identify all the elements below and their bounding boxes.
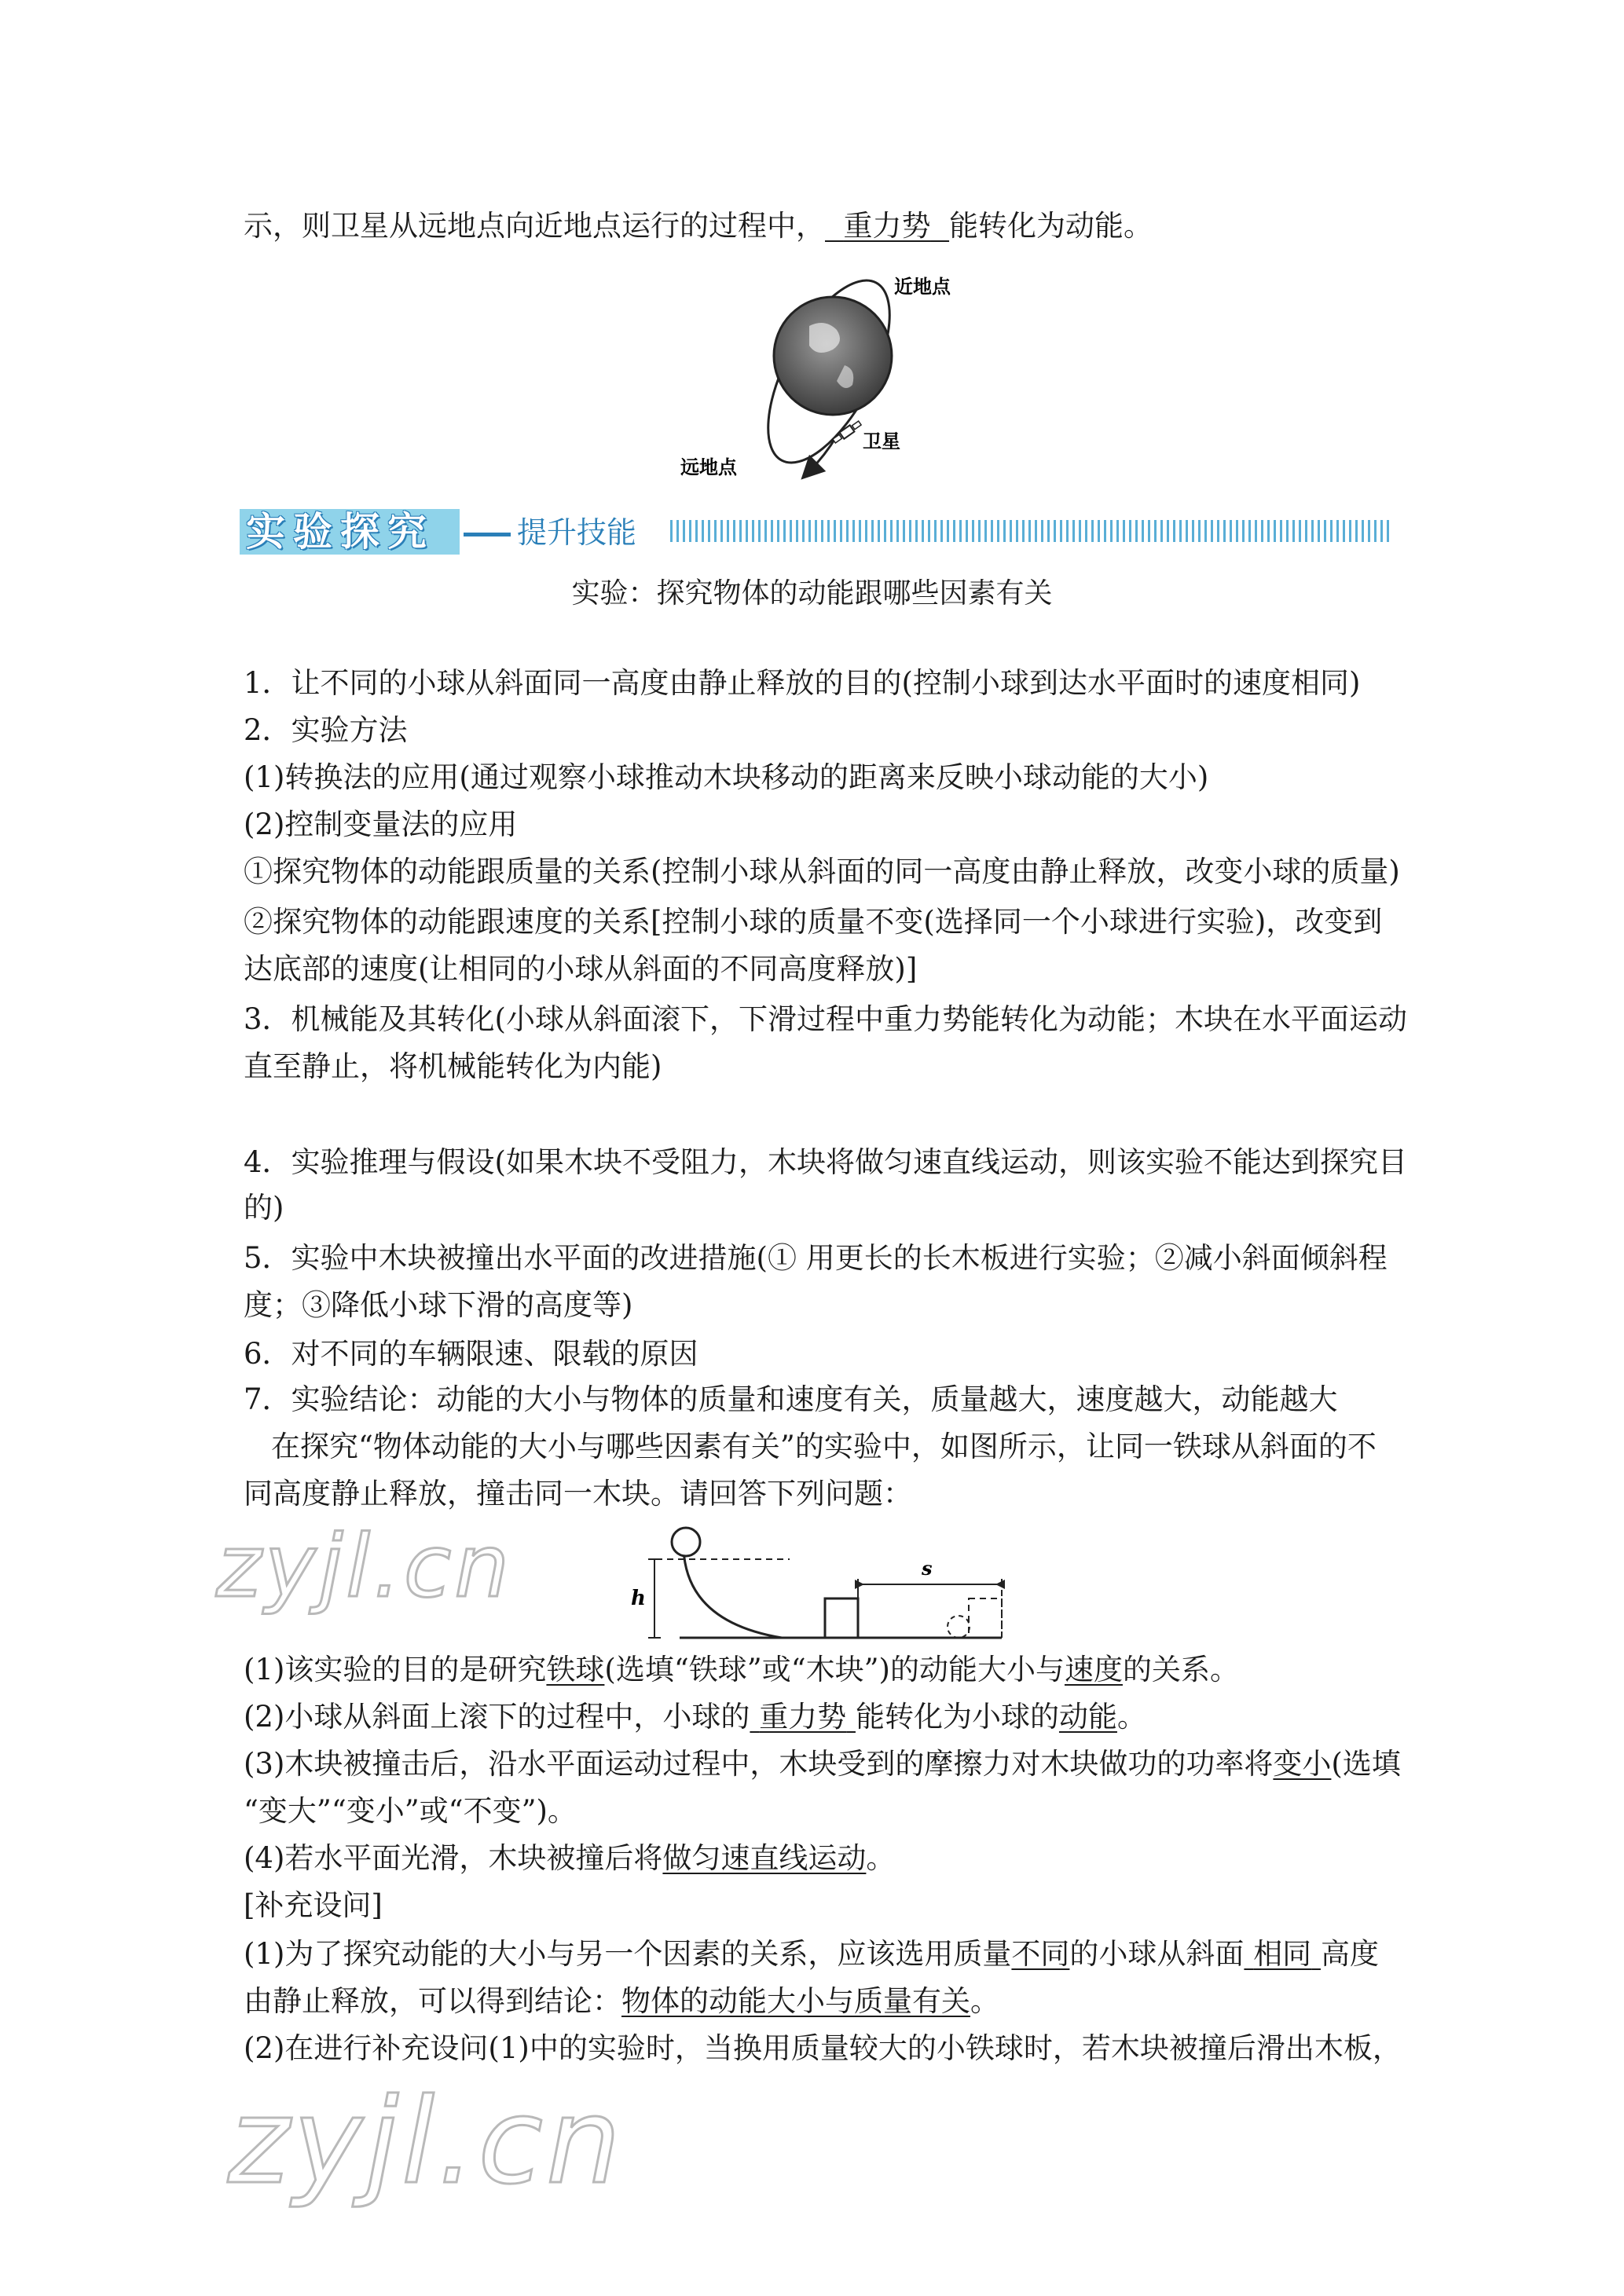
answer-blank: 相同 [1253,1937,1312,1971]
perigee-label: 近地点 [894,275,951,298]
item-line: (2)控制变量法的应用 [244,807,518,841]
top-sentence-pre: 示，则卫星从远地点向近地点运行的过程中， [244,209,825,243]
top-sentence [244,206,1153,247]
watermark: zyjl.cn [216,1516,513,1617]
item-line: 度；③降低小球下滑的高度等) [244,1288,633,1322]
problem-intro-2: 同高度静止释放，撞击同一木块。请回答下列问题： [244,1477,912,1511]
question-3: (3)木块被撞击后，沿水平面运动过程中，木块受到的摩擦力对木块做功的功率将变小(选填 [244,1747,1401,1781]
item-line: 1．让不同的小球从斜面同一高度由静止释放的目的(控制小球到达水平面时的速度相同) [244,666,1361,700]
experiment-title: 实验：探究物体的动能跟哪些因素有关 [571,577,1053,610]
orbit-figure [676,271,982,483]
satellite-label: 卫星 [863,430,900,452]
question-3-cont: “变大”“变小”或“不变”)。 [244,1794,577,1828]
wood-block-icon [825,1598,858,1638]
item-line: 4．实验推理与假设(如果木块不受阻力，木块将做匀速直线运动，则该实验不能达到探究目 [244,1145,1407,1179]
earth-icon [774,297,892,415]
iron-ball-icon [672,1528,700,1556]
item-line: ①探究物体的动能跟质量的关系(控制小球从斜面的同一高度由静止释放，改变小球的质量) [244,855,1400,888]
answer-blank: 不同 [1011,1937,1070,1971]
section-banner [240,509,1395,556]
item-line: 直至静止，将机械能转化为内能) [244,1049,662,1083]
supplement-title: [补充设问] [244,1888,383,1922]
banner-subtitle: 提升技能 [517,515,637,550]
top-sentence-post: 能转化为动能。 [949,209,1153,243]
s-label: s [922,1557,933,1580]
watermark: zyjl.cn [228,2074,625,2210]
item-line: 5．实验中木块被撞出水平面的改进措施(① 用更长的长木板进行实验；②减小斜面倾斜程 [244,1241,1388,1275]
answer-blank: 铁球 [546,1653,605,1686]
answer-blank: 重力势 [759,1700,847,1734]
question-2: (2)小球从斜面上滚下的过程中，小球的 重力势 能转化为小球的动能。 [244,1700,1146,1734]
answer-blank: 物体的动能大小与质量有关 [621,1984,970,2018]
moved-block-outline [969,1598,1002,1638]
supplement-2: (2)在进行补充设问(1)中的实验时，当换用质量较大的小铁球时，若木块被撞后滑出木板， [244,2031,1402,2065]
item-line: ②探究物体的动能跟速度的关系[控制小球的质量不变(选择同一个小球进行实验)，改变到 [244,905,1383,939]
item-line: 3．机械能及其转化(小球从斜面滚下，下滑过程中重力势能转化为动能；木块在水平面运动 [244,1002,1407,1036]
answer-blank: 做匀速直线运动 [662,1841,867,1875]
incline-surface [684,1550,782,1638]
question-1: (1)该实验的目的是研究铁球(选填“铁球”或“木块”)的动能大小与速度的关系。 [244,1653,1239,1686]
answer-blank: 速度 [1064,1653,1123,1686]
supplement-1: (1)为了探究动能的大小与另一个因素的关系，应该选用质量不同的小球从斜面 相同 高度 [244,1937,1379,1971]
h-label: h [631,1587,646,1610]
incline-figure [625,1520,1017,1642]
item-line: 的) [244,1191,284,1225]
item-line: (1)转换法的应用(通过观察小球推动木块移动的距离来反映小球动能的大小) [244,760,1209,794]
supplement-1-cont: 由静止释放，可以得到结论：物体的动能大小与质量有关。 [244,1984,999,2018]
item-line: 6．对不同的车辆限速、限载的原因 [244,1337,698,1371]
banner-dash [464,533,511,536]
banner-title: 实验探究 [246,509,434,555]
banner-hatch-decoration [670,520,1393,542]
answer-blank-top: 重力势 [843,209,931,243]
apogee-label: 远地点 [680,456,737,478]
item-line: 2．实验方法 [244,713,408,747]
item-line: 7．实验结论：动能的大小与物体的质量和速度有关，质量越大，速度越大，动能越大 [244,1382,1338,1416]
item-line: 达底部的速度(让相同的小球从斜面的不同高度释放)] [244,952,918,986]
problem-intro-1: 在探究“物体动能的大小与哪些因素有关”的实验中，如图所示，让同一铁球从斜面的不 [271,1430,1377,1463]
answer-blank: 动能 [1058,1700,1117,1734]
answer-blank: 变小 [1273,1747,1332,1781]
question-4: (4)若水平面光滑，木块被撞后将做匀速直线运动。 [244,1841,896,1875]
ball-end-outline [948,1616,970,1638]
